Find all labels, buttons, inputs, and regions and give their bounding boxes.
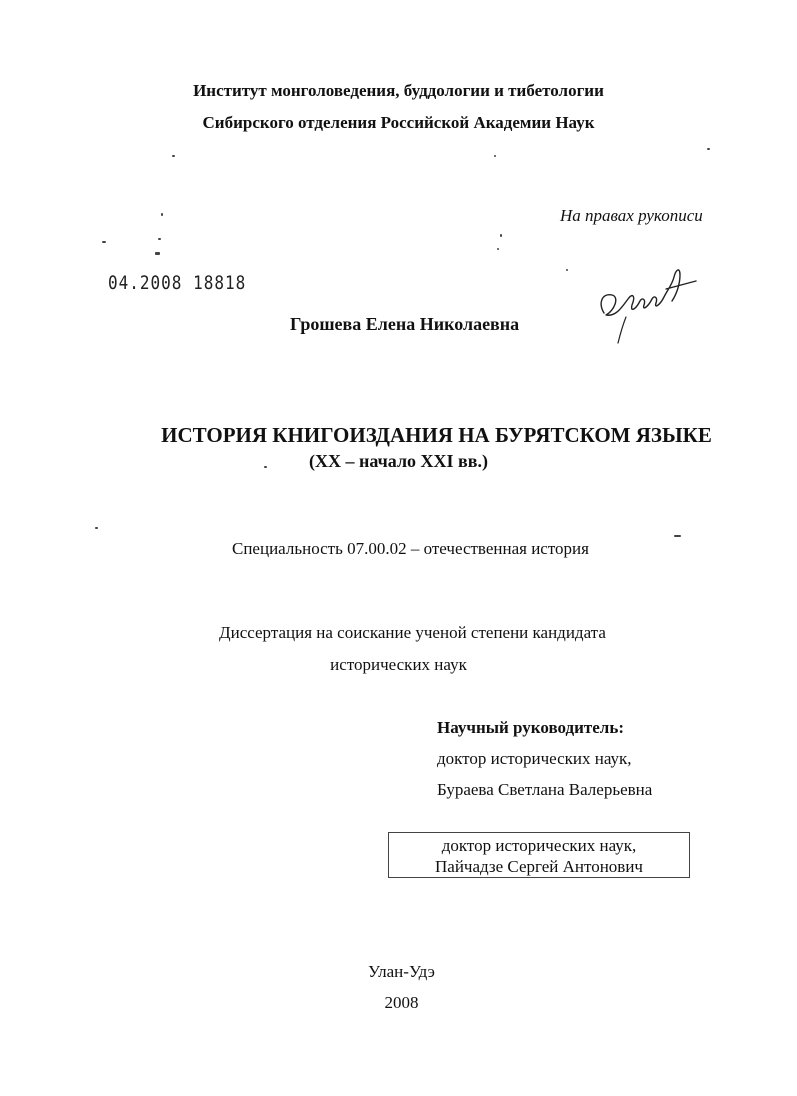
specialty: Специальность 07.00.02 – отечественная история [232, 539, 589, 558]
dissertation-title-line-2: (XX – начало XXI вв.) [309, 451, 488, 471]
dissertation-title-line-1: ИСТОРИЯ КНИГОИЗДАНИЯ НА БУРЯТСКОМ ЯЗЫКЕ [161, 423, 712, 447]
rights-note: На правах рукописи [560, 206, 703, 225]
library-stamp-number: 04.2008 18818 [108, 271, 247, 294]
supervisor-name: Бураева Светлана Валерьевна [437, 780, 653, 799]
scan-speck [158, 238, 161, 240]
institution-line-2: Сибирского отделения Российской Академии Наук [202, 113, 595, 132]
author-name: Грошева Елена Николаевна [290, 314, 520, 334]
consultant-degree: доктор исторических наук, [441, 836, 637, 855]
city: Улан-Удэ [368, 962, 435, 981]
supervisor-heading: Научный руководитель: [437, 718, 624, 737]
year: 2008 [384, 993, 419, 1012]
institution-line-1: Институт монголоведения, буддологии и тибетологии [193, 81, 604, 100]
scan-speck [155, 252, 160, 255]
scan-speck [172, 155, 175, 157]
scan-speck [264, 466, 267, 468]
scan-speck [497, 248, 499, 250]
scan-speck [95, 527, 98, 529]
signature-icon [592, 255, 702, 350]
scan-speck [674, 535, 681, 537]
scan-speck [161, 213, 163, 216]
scan-speck [707, 148, 710, 150]
scan-speck [494, 155, 496, 157]
consultant-name: Пайчадзе Сергей Антонович [435, 857, 643, 876]
scan-speck [566, 269, 568, 271]
scan-speck [102, 241, 106, 243]
dissertation-type-line-2: исторических наук [330, 655, 467, 674]
supervisor-degree: доктор исторических наук, [437, 749, 632, 768]
dissertation-type-line-1: Диссертация на соискание ученой степени кандидата [219, 623, 606, 642]
scan-speck [500, 234, 502, 237]
consultant-box [388, 832, 690, 878]
